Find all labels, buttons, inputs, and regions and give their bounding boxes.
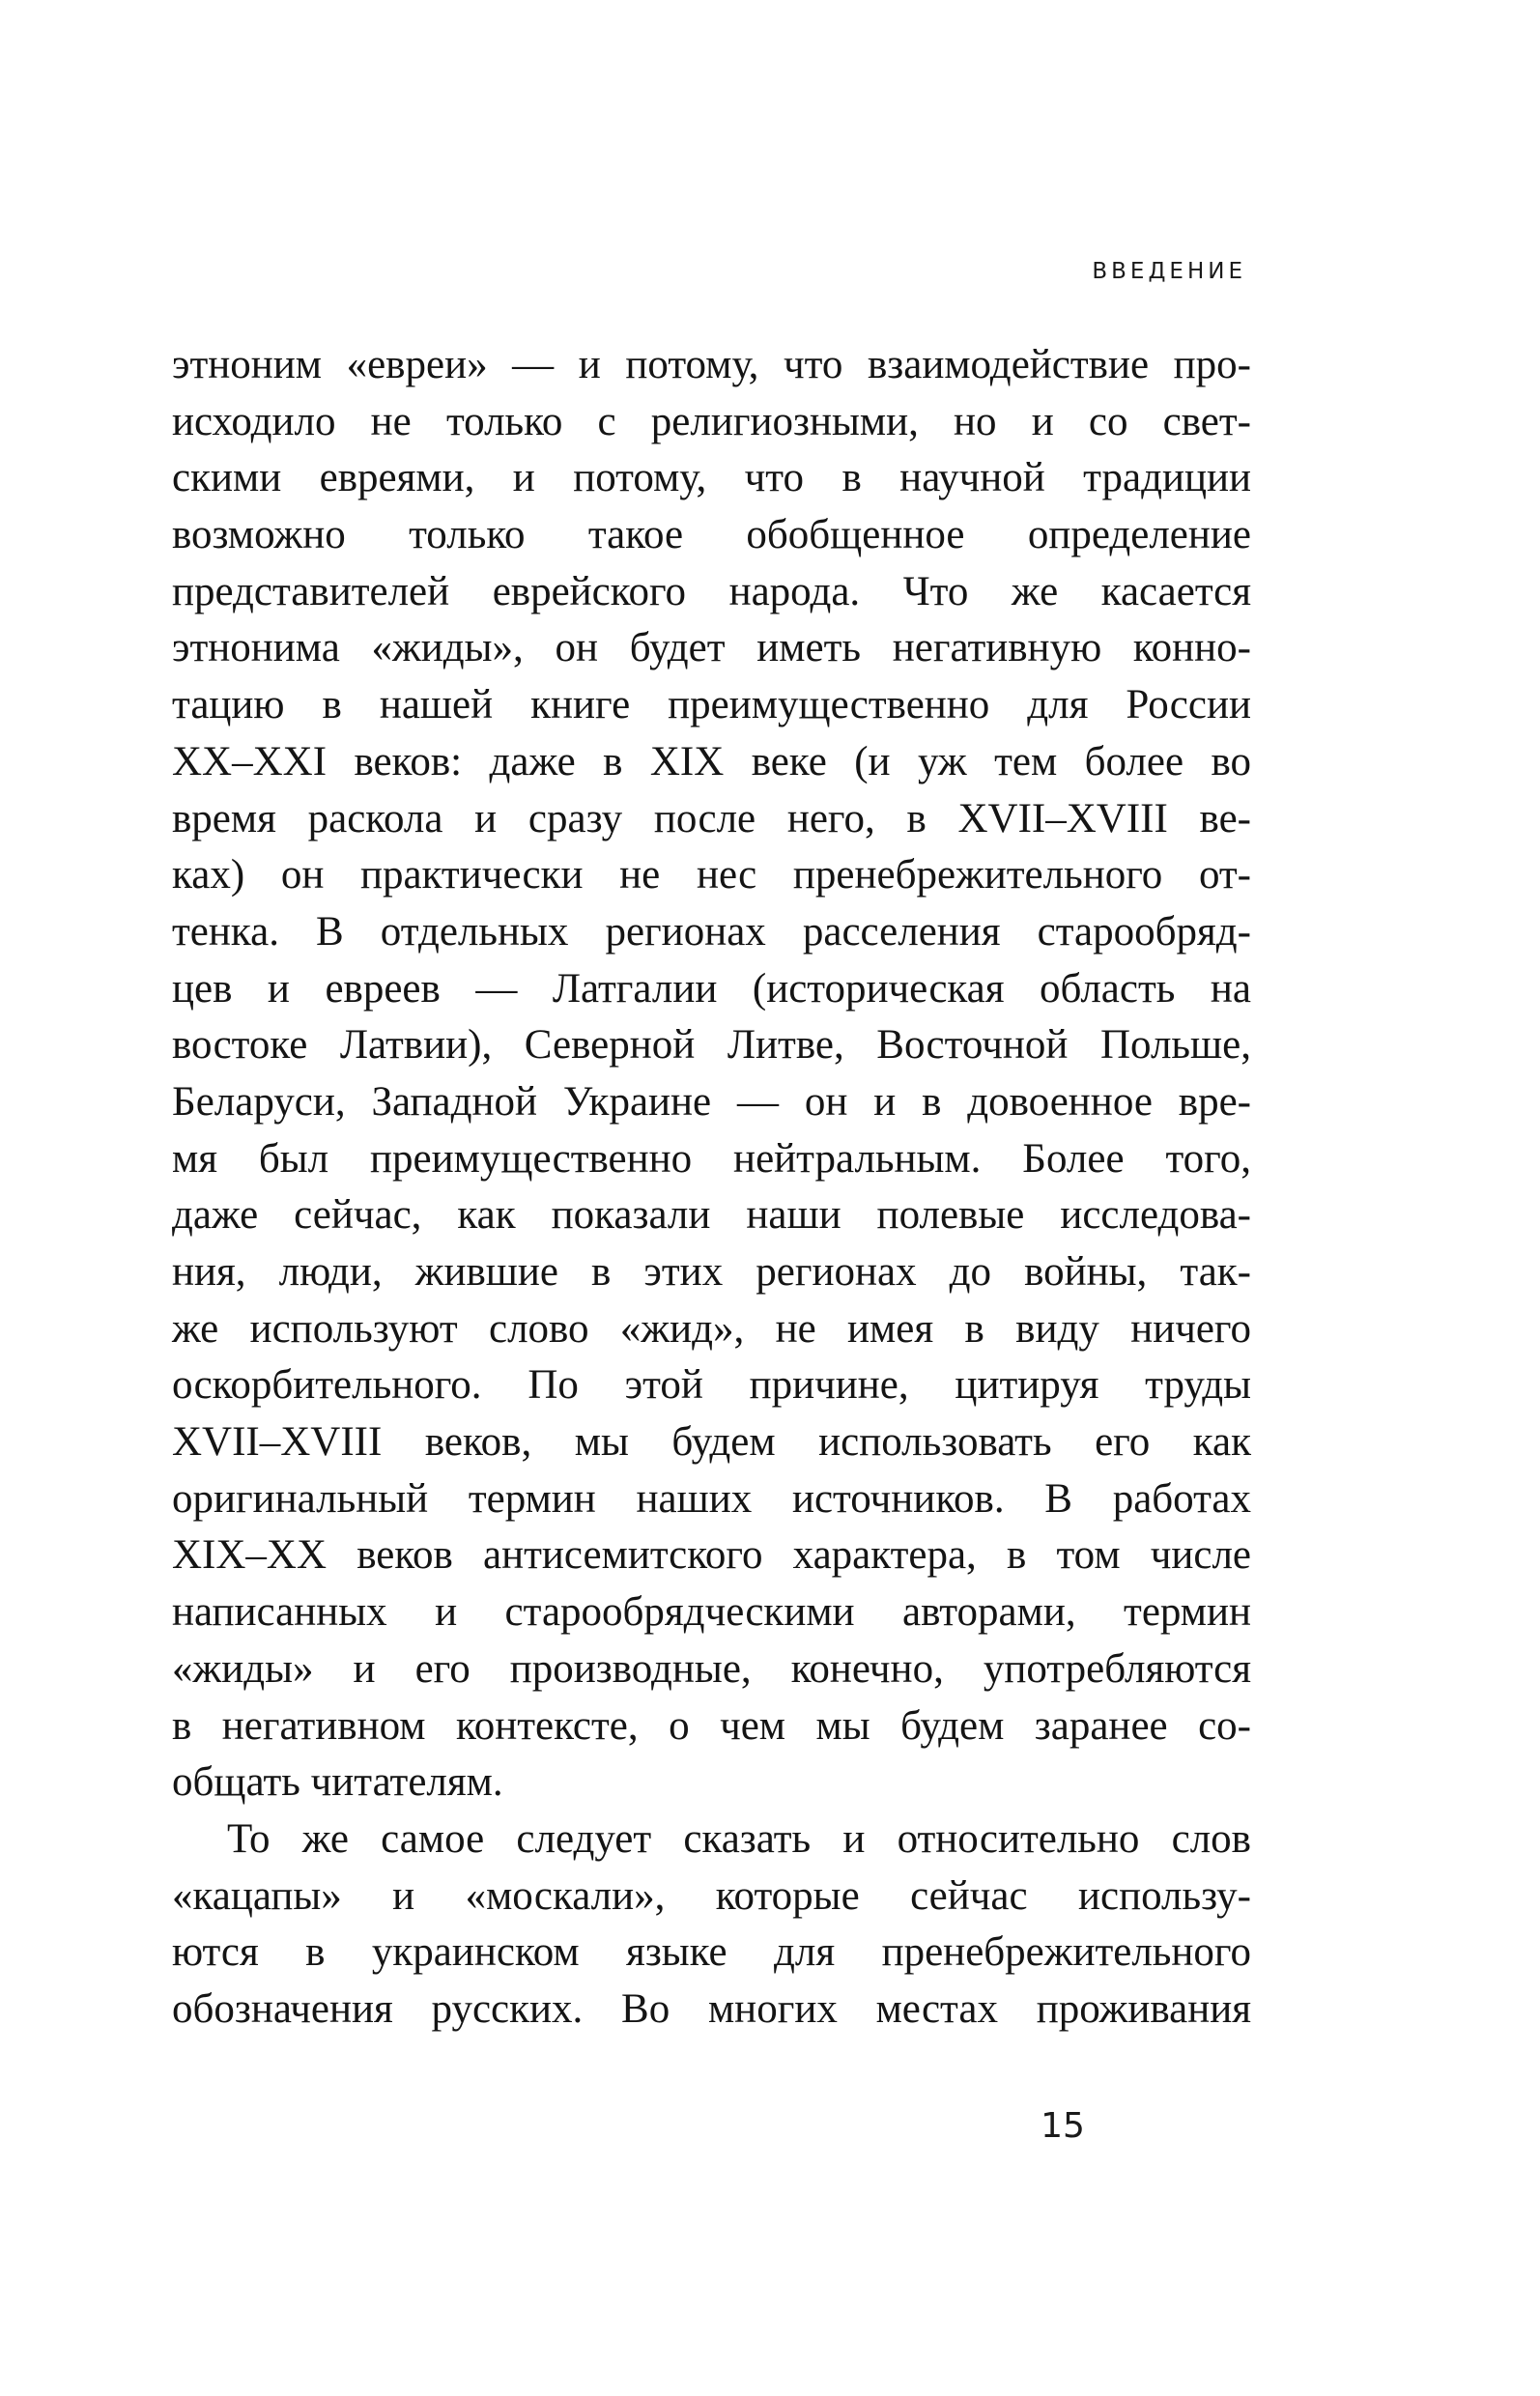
- text-line: XX–XXI веков: даже в XIX веке (и уж тем более во: [172, 738, 1251, 784]
- page-number: 15: [1041, 2106, 1085, 2146]
- paragraph: [172, 337, 1251, 1811]
- text-line: возможно только такое обобщенное определение: [172, 512, 1251, 558]
- text-line: «кацапы» и «москали», которые сейчас использу-: [172, 1872, 1251, 1919]
- text-line: То же самое следует сказать и относительно слов: [227, 1815, 1251, 1862]
- text-line: цев и евреев — Латгалии (историческая область на: [172, 965, 1251, 1012]
- text-line: ках) он практически не нес пренебрежительного от-: [172, 852, 1251, 898]
- text-line: востоке Латвии), Северной Литве, Восточной Польше,: [172, 1022, 1251, 1069]
- text-line: обозначения русских. Во многих местах проживания: [172, 1985, 1251, 2032]
- text-line: ются в украинском языке для пренебрежительного: [172, 1929, 1251, 1976]
- text-line: «жиды» и его производные, конечно, употребляются: [172, 1645, 1251, 1692]
- text-line: тенка. В отдельных регионах расселения старообряд-: [172, 908, 1251, 955]
- text-line: в негативном контексте, о чем мы будем заранее со-: [172, 1702, 1251, 1749]
- text-line: тацию в нашей книге преимущественно для России: [172, 682, 1251, 728]
- text-line: даже сейчас, как показали наши полевые исследова-: [172, 1192, 1251, 1239]
- text-line: XIX–XX веков антисемитского характера, в том числе: [172, 1532, 1251, 1579]
- running-head: ВВЕДЕНИЕ: [1092, 259, 1246, 284]
- text-line: XVII–XVIII веков, мы будем использовать его как: [172, 1419, 1251, 1466]
- text-line: общать читателям.: [172, 1759, 503, 1806]
- text-line: оригинальный термин наших источников. В работах: [172, 1475, 1251, 1522]
- text-line: время раскола и сразу после него, в XVII–XVIII ве-: [172, 795, 1251, 841]
- text-line: ния, люди, жившие в этих регионах до войны, так-: [172, 1249, 1251, 1295]
- text-line: этноним «евреи» — и потому, что взаимодействие про-: [172, 342, 1251, 387]
- text-line: же используют слово «жид», не имея в виду ничего: [172, 1305, 1251, 1352]
- paragraph: [172, 1811, 1251, 2039]
- text-line: этнонима «жиды», он будет иметь негативную конно-: [172, 625, 1251, 671]
- text-line: Беларуси, Западной Украине — он и в довоенное вре-: [172, 1078, 1251, 1125]
- text-line: представителей еврейского народа. Что же касается: [172, 568, 1251, 614]
- body-text: [172, 337, 1251, 2039]
- text-line: скими евреями, и потому, что в научной традиции: [172, 455, 1251, 501]
- text-line: мя был преимущественно нейтральным. Более того,: [172, 1135, 1251, 1182]
- text-line: оскорбительного. По этой причине, цитируя труды: [172, 1362, 1251, 1409]
- text-line: написанных и старообрядческими авторами, термин: [172, 1589, 1251, 1636]
- text-line: исходило не только с религиозными, но и со свет-: [172, 398, 1251, 444]
